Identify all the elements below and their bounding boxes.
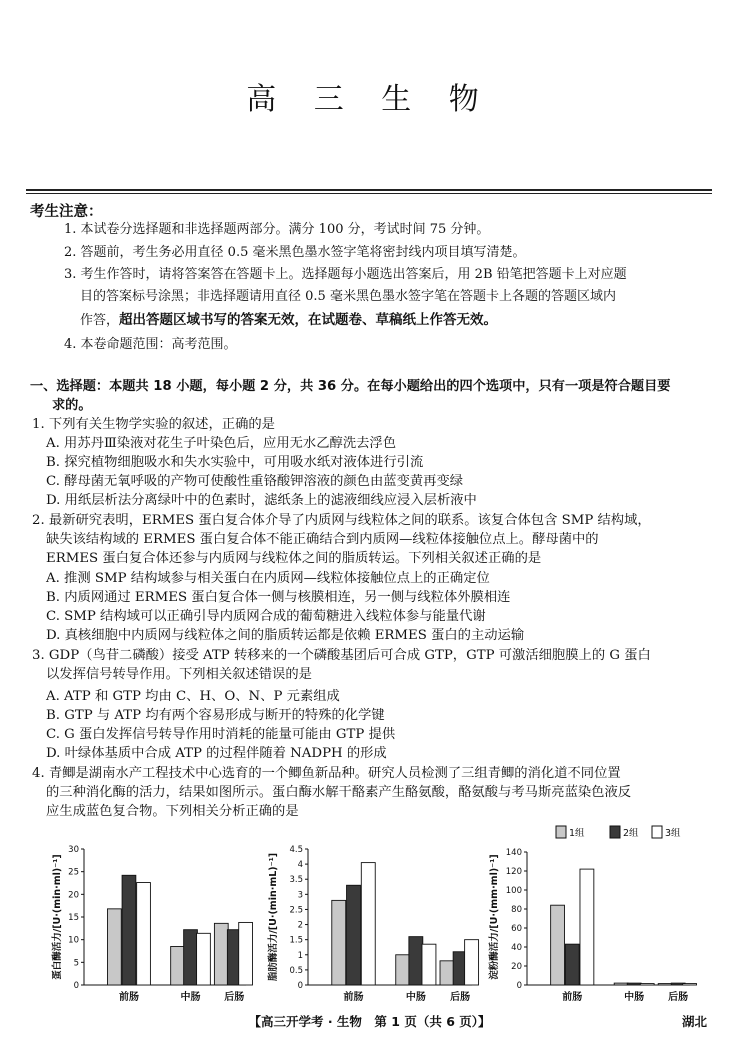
notice-heading: 考生注意：	[30, 204, 103, 220]
region-label: 湖北	[682, 1014, 708, 1029]
chart2-bar-前肠-3	[361, 863, 375, 985]
chart3-bar-中肠-1	[614, 983, 628, 985]
chart3-bar-中肠-3	[640, 984, 654, 985]
q3-stem-2: 以发挥信号转导作用。下列相关叙述错误的是	[46, 667, 312, 682]
chart1-bar-后肠-1	[214, 923, 228, 985]
legend-label-1: 1组	[569, 828, 585, 839]
chart2-bar-前肠-2	[347, 885, 361, 985]
chart3-y-tick-label-0: 0	[516, 981, 522, 991]
chart1-bar-中肠-1	[171, 946, 185, 985]
page-footer: 【高三开学考 · 生物 第 1 页（共 6 页）】	[248, 1014, 491, 1029]
chart1-y-tick-label-5: 25	[68, 867, 79, 878]
chart2-bar-后肠-3	[465, 940, 479, 985]
q1-option-d: D. 用纸层析法分离绿叶中的色素时，滤纸条上的滤液细线应浸入层析液中	[46, 493, 477, 508]
chart1-y-tick-label-4: 20	[68, 890, 79, 901]
q4-stem-3: 应生成蓝色复合物。下列相关分析正确的是	[46, 804, 299, 819]
legend-swatch-2	[610, 826, 620, 838]
chart3-x-tick-label-0: 前肠	[562, 992, 583, 1003]
q1-stem: 1. 下列有关生物学实验的叙述，正确的是	[32, 417, 275, 432]
divider-thick	[26, 189, 712, 191]
legend-swatch-3	[652, 826, 662, 838]
q3-option-c: C. G 蛋白发挥信号转导作用时消耗的能量可能由 GTP 提供	[46, 727, 396, 742]
legend-label-2: 2组	[623, 828, 639, 839]
notice-item-2: 2. 答题前，考生务必用直径 0.5 毫米黑色墨水签字笔将密封线内项目填写清楚。	[64, 245, 526, 260]
chart1-y-tick-label-3: 15	[68, 913, 79, 923]
chart3-y-label: 淀粉酶活力/[U·(mm·ml)⁻¹]	[489, 854, 500, 980]
chart3-y-tick-label-2: 40	[511, 943, 522, 953]
chart1-x-tick-label-0: 前肠	[118, 992, 139, 1003]
chart3-bar-前肠-1	[551, 905, 565, 985]
section-heading-cont: 求的。	[52, 398, 92, 413]
q2-option-b: B. 内质网通过 ERMES 蛋白复合体一侧与核膜相连，另一侧与线粒体外膜相连	[46, 590, 511, 605]
chart1-bar-前肠-3	[137, 883, 151, 985]
chart3-x-tick-label-2: 后肠	[668, 992, 689, 1003]
chart1-bar-前肠-1	[107, 909, 121, 985]
chart2-bar-中肠-1	[396, 955, 410, 985]
chart2-y-tick-label-7: 3.5	[289, 875, 303, 886]
legend-label-3: 3组	[665, 828, 681, 839]
section-heading: 一、选择题：本题共 18 小题，每小题 2 分，共 36 分。在每小题给出的四个选项中，只有一项是符合题目要	[30, 379, 671, 394]
notice-item-4: 4. 本卷命题范围：高考范围。	[64, 337, 237, 352]
chart3-x-tick-label-1: 中肠	[624, 992, 645, 1003]
chart3-y-tick-label-3: 60	[511, 924, 522, 934]
q3-option-a: A. ATP 和 GTP 均由 C、H、O、N、P 元素组成	[46, 689, 340, 704]
chart2-bar-后肠-1	[440, 961, 454, 985]
chart1-bar-后肠-3	[239, 922, 253, 985]
chart1-bar-中肠-3	[197, 933, 211, 985]
legend-swatch-1	[556, 826, 566, 838]
q1-option-c: C. 酵母菌无氧呼吸的产物可使酸性重铬酸钾溶液的颜色由蓝变黄再变绿	[46, 474, 464, 489]
chart3-y-tick-label-5: 100	[505, 886, 522, 896]
chart2-bar-前肠-1	[332, 900, 346, 985]
q3-option-d: D. 叶绿体基质中合成 ATP 的过程伴随着 NADPH 的形成	[46, 746, 387, 761]
page-title: 高 三 生 物	[246, 82, 493, 117]
chart3-y-tick-label-4: 80	[511, 905, 522, 915]
chart3-bar-中肠-2	[627, 983, 641, 985]
notice-item-1: 1. 本试卷分选择题和非选择题两部分。满分 100 分，考试时间 75 分钟。	[64, 222, 490, 237]
chart2-y-tick-label-1: 0.5	[289, 965, 303, 976]
chart2-y-label: 脂肪酶活力/[U·(min·mL)⁻¹]	[268, 852, 279, 982]
chart3-bar-后肠-1	[658, 984, 672, 985]
q4-stem-1: 4. 青鲫是湖南水产工程技术中心选育的一个鲫鱼新品种。研究人员检测了三组青鲫的消化道不同位置	[32, 766, 621, 781]
chart2-y-tick-label-2: 1	[297, 950, 303, 961]
chart3-y-tick-label-7: 140	[505, 848, 522, 858]
chart3-y-tick-label-6: 120	[505, 867, 522, 877]
q2-stem-2: 缺失该结构域的 ERMES 蛋白复合体不能正确结合到内质网—线粒体接触位点上。酵母菌中的	[46, 532, 599, 547]
divider-thin	[26, 193, 712, 194]
chart2-bar-中肠-2	[409, 937, 423, 985]
chart2-y-tick-label-9: 4.5	[289, 845, 303, 855]
q2-option-c: C. SMP 结构域可以正确引导内质网合成的葡萄糖进入线粒体参与能量代谢	[46, 609, 486, 624]
chart1-bar-前肠-2	[122, 875, 136, 985]
chart2-y-tick-label-0: 0	[297, 981, 303, 991]
chart3-bar-前肠-2	[565, 944, 579, 985]
chart1-y-tick-label-0: 0	[73, 981, 79, 991]
chart2-bar-中肠-3	[422, 944, 436, 985]
chart2-y-tick-label-5: 2.5	[289, 905, 303, 916]
q2-stem-1: 2. 最新研究表明，ERMES 蛋白复合体介导了内质网与线粒体之间的联系。该复合体包含 SMP 结构域，	[32, 513, 651, 528]
chart1-y-label: 蛋白酶活力/[U·(min·ml)⁻¹]	[52, 854, 63, 980]
chart1-bar-中肠-2	[184, 930, 198, 985]
chart2-y-tick-label-3: 1.5	[289, 935, 303, 946]
notice-item-3: 3. 考生作答时，请将答案答在答题卡上。选择题每小题选出答案后，用 2B 铅笔把答题卡上对应题	[64, 267, 627, 282]
q2-option-d: D. 真核细胞中内质网与线粒体之间的脂质转运都是依赖 ERMES 蛋白的主动运输	[46, 628, 525, 643]
chart2-y-tick-label-8: 4	[297, 860, 303, 871]
chart1-x-tick-label-2: 后肠	[224, 992, 245, 1003]
enzyme-activity-figure	[0, 820, 739, 1010]
q3-stem-1: 3. GDP（鸟苷二磷酸）接受 ATP 转移来的一个磷酸基团后可合成 GTP，GTP 可激活细胞膜上的 G 蛋白	[32, 648, 651, 663]
chart1-x-tick-label-1: 中肠	[180, 992, 201, 1003]
notice-item-3-emphasis: 超出答题区域书写的答案无效，在试题卷、草稿纸上作答无效。	[119, 312, 498, 328]
q1-option-a: A. 用苏丹Ⅲ染液对花生子叶染色后，应用无水乙醇洗去浮色	[46, 436, 397, 451]
chart2-x-tick-label-0: 前肠	[343, 992, 364, 1003]
chart2-x-tick-label-1: 中肠	[405, 992, 426, 1003]
chart2-x-tick-label-2: 后肠	[450, 992, 471, 1003]
q1-option-b: B. 探究植物细胞吸水和失水实验中，可用吸水纸对液体进行引流	[46, 455, 424, 470]
notice-item-3-prefix: 作答，	[80, 313, 120, 328]
q2-option-a: A. 推测 SMP 结构域参与相关蛋白在内质网—线粒体接触位点上的正确定位	[46, 571, 490, 586]
chart2-y-tick-label-4: 2	[297, 920, 303, 931]
chart3-bar-后肠-3	[683, 984, 697, 985]
q4-stem-2: 的三种消化酶的活力，结果如图所示。蛋白酶水解干酪素产生酪氨酸，酪氨酸与考马斯亮蓝染色液反	[46, 785, 632, 800]
q3-option-b: B. GTP 与 ATP 均有两个容易形成与断开的特殊的化学键	[46, 708, 385, 723]
chart2-y-tick-label-6: 3	[297, 890, 303, 901]
notice-item-3-end	[80, 311, 497, 330]
chart1-y-tick-label-6: 30	[68, 845, 79, 855]
chart3-bar-前肠-3	[580, 869, 594, 985]
q2-stem-3: ERMES 蛋白复合体还参与内质网与线粒体之间的脂质转运。下列相关叙述正确的是	[46, 551, 542, 566]
chart3-y-tick-label-1: 20	[511, 962, 522, 972]
chart1-y-tick-label-2: 10	[68, 935, 79, 946]
chart1-y-tick-label-1: 5	[73, 958, 79, 969]
notice-item-3-cont: 目的答案标号涂黑；非选择题请用直径 0.5 毫米黑色墨水签字笔在答题卡上各题的答题区域内	[80, 289, 616, 304]
